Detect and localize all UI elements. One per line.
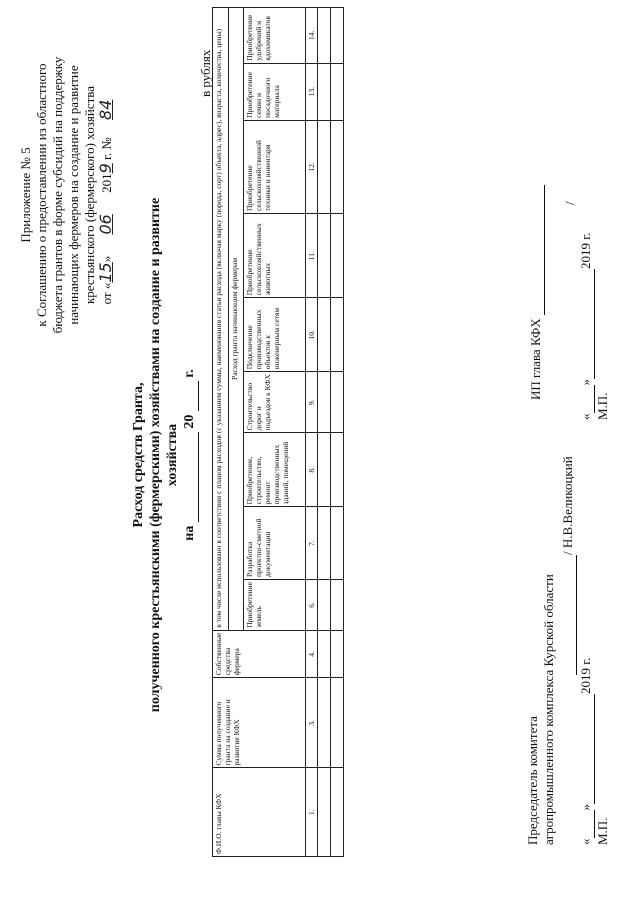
farmer-stamp-place: М.П. [595,392,610,420]
table-row [318,8,331,857]
appendix-line-1: Приложение № 5 [18,147,33,243]
handwritten-year-digit: 9 [96,163,115,174]
header-col-machinery: Приобретение сельскохозяйственной техники и инвентаря [244,120,306,213]
col-number: 7. [306,507,318,580]
period-blank [181,432,199,522]
grant-expense-table [212,7,344,857]
chairman-signature-blank [560,555,577,675]
farmer-signature-blank [528,185,545,315]
chairman-title-2: агропромышленного комплекса Курской области [541,574,556,845]
col-number: 9. [306,372,318,433]
header-col-utilities: Подключение производственных объектов к инженерным сетям [244,298,306,372]
header-subgroup: Расход гранта начинающим фермерам [228,8,244,631]
chairman-signature-block [525,425,557,845]
table-row [331,8,344,857]
document-title [130,175,199,735]
year-blank [181,381,199,411]
col-number: 11. [306,214,318,298]
col-number: 6. [306,579,318,630]
handwritten-day: 15 [96,262,115,283]
col-number: 10. [306,298,318,372]
col-number: 4. [306,630,318,677]
farmer-date-line: « » 2019 г. [578,232,593,420]
farmer-slash: / [562,201,577,205]
title-line-1: Расход средств Гранта, [131,382,146,528]
handwritten-month: 06 [96,214,115,235]
chairman-name-line [560,456,577,675]
units-label: в рублях [198,49,213,97]
appendix-line-5: крестьянского (фермерского) хозяйства [82,86,97,305]
header-col-fertilizers: Приобретение удобрений и ядохимикатов [244,8,306,64]
handwritten-number: 84 [96,99,115,120]
appendix-line-2: к Соглашению о предоставлении из областного [34,63,49,327]
header-fio: Ф.И.О. главы КФХ [213,768,306,857]
col-number: 8. [306,433,318,507]
appendix-date-line: от «15» 06 2019 г. № 84 [98,5,115,385]
appendix-line-3: бюджета грантов в форме субсидий на поддержку [50,56,65,334]
header-col-roads: Строительство дорог и подъездов к КФХ [244,372,306,433]
chairman-date-line: « » 2019 г. [578,657,593,845]
farmer-title: ИП глава КФХ [528,318,543,400]
header-col-seeds: Приобретение семян и посадочного материала [244,63,306,120]
header-col-design: Разработка проектно-сметной документации [244,507,306,580]
chairman-title-1: Председатель комитета [525,716,540,845]
header-col-land: Приобретение земель [244,579,306,630]
title-line-2: полученного крестьянскими (фермерскими) хозяйствами на создание и развитие хозяйства [148,197,180,713]
header-col-animals: Приобретение сельскохозяйственных животных [244,214,306,298]
header-own-funds: Собственные средства фермера [213,630,306,677]
chairman-name: / Н.В.Великоцкий [560,456,575,555]
col-number: 14. [306,8,318,64]
appendix-line-4: начинающих фермеров на создание и развитие [66,65,81,325]
col-number: 1. [306,768,318,857]
table-header-row-1 [213,8,229,857]
col-number: 3. [306,678,318,768]
col-number: 13. [306,63,318,120]
header-group: в том числе использовано в соответствии с планом расходов (с указанием суммы, наименования статьи расхода (включая марку (порода, сорт) объекта, адрес), возраста, количества, цены) [213,8,229,631]
farmer-signature-block [528,185,545,400]
chairman-stamp-place: М.П. [595,817,610,845]
col-number: 12. [306,120,318,213]
header-sum: Сумма полученного гранта на создание и развитие КФХ [213,678,306,768]
header-col-buildings: Приобретение, строительство, ремонт производственных зданий, помещений [244,433,306,507]
table-number-row [306,8,318,857]
appendix-header [18,5,115,385]
title-line-3: на 20 г. [182,369,197,541]
